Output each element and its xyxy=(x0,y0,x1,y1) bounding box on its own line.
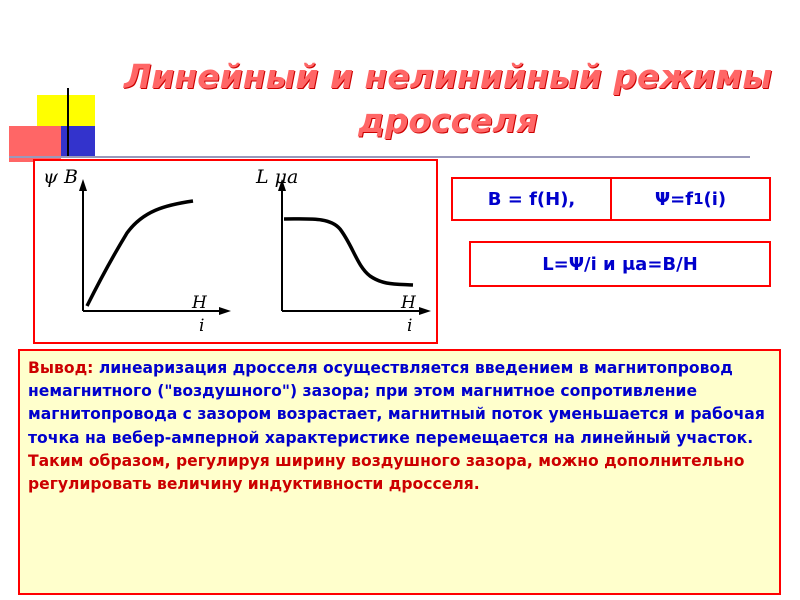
left-y-arrow xyxy=(79,179,87,191)
left-curve xyxy=(87,201,193,306)
right-curve xyxy=(284,219,413,285)
right-x-arrow xyxy=(419,307,431,315)
slide-title-line1: Линейный и нелинийный режимы xyxy=(123,57,773,96)
formula-table xyxy=(451,177,771,221)
left-x-label-bottom: i xyxy=(199,316,205,336)
decor-vertical-line xyxy=(67,88,69,158)
formula-psi xyxy=(610,179,769,219)
conclusion-label: Вывод: xyxy=(28,359,94,377)
formula-inductance xyxy=(469,241,771,287)
decor-horizontal-line xyxy=(9,156,750,158)
formula-psi-text: Ψ=f xyxy=(654,188,694,210)
graph-right xyxy=(255,166,431,336)
right-y-label: L μa xyxy=(256,166,299,188)
right-x-label-bottom: i xyxy=(407,316,413,336)
left-x-label-top: H xyxy=(192,293,207,313)
formula-b-text: B = f(H), xyxy=(487,188,576,210)
conclusion-text: линеаризация дросселя осуществляется введением в магнитопровод немагнитного ("воздушного") зазора; при этом магнитное сопротивление магнитопровода с зазором возрастает, магнитный поток уменьшается и рабочая точка на вебер-амперной характеристике перемещается на линейный участок. xyxy=(28,359,765,447)
right-x-label-top: H xyxy=(401,293,416,313)
slide-title-line2: дросселя xyxy=(358,101,538,140)
graphs-figure xyxy=(35,161,436,342)
formula-inductance-text: L=Ψ/i и μa=B/H xyxy=(542,253,698,275)
graphs-panel xyxy=(33,159,438,344)
left-y-label: ψ B xyxy=(43,166,78,188)
left-x-arrow xyxy=(219,307,231,315)
formula-psi-subscript: 1 xyxy=(693,190,704,208)
slide-title xyxy=(118,55,778,143)
formula-psi-arg: (i) xyxy=(703,188,727,210)
conclusion-text-2: Таким образом, регулируя ширину воздушного зазора, можно дополнительно регулировать величину индуктивности дросселя. xyxy=(28,451,745,494)
graph-left xyxy=(43,166,231,336)
conclusion-box xyxy=(18,349,781,595)
formula-b xyxy=(453,179,610,219)
